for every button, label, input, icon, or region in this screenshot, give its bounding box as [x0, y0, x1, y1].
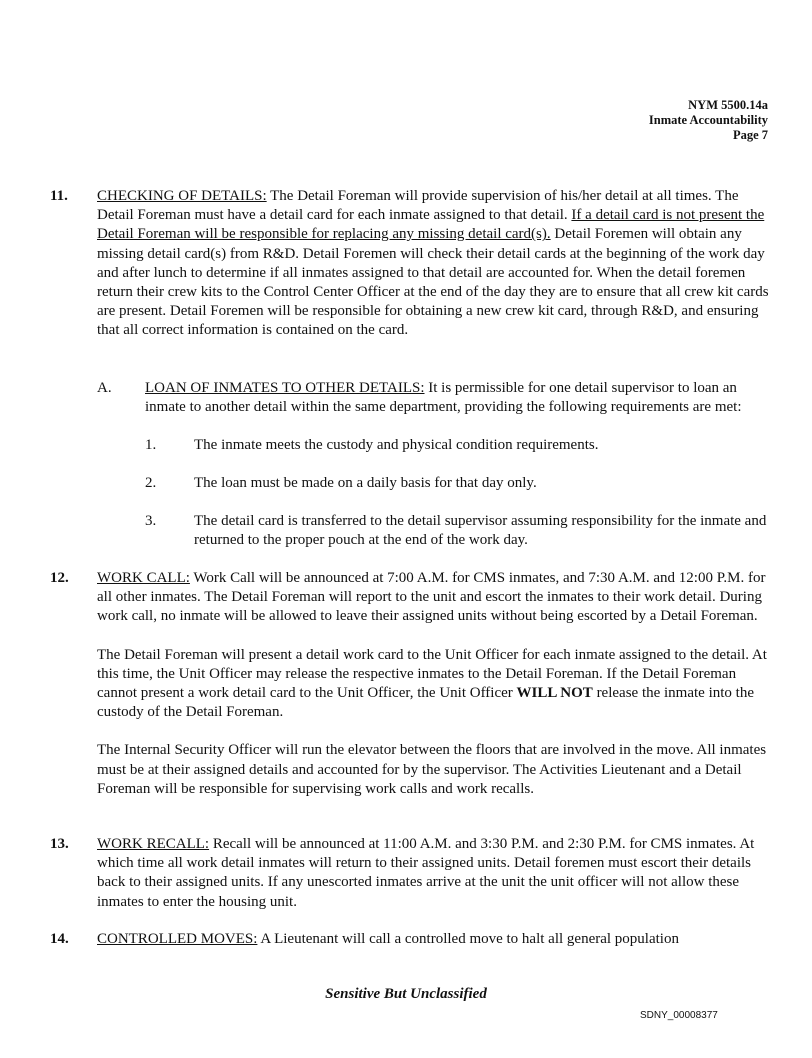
policy-number: NYM 5500.14a — [688, 98, 768, 112]
policy-title: Inmate Accountability — [648, 113, 768, 127]
document-header — [649, 98, 768, 143]
section-number: 13. — [50, 836, 69, 852]
underlined-requirement: If a detail card is not present the Detail Foreman will be responsible for replacing any missing detail card(s). — [97, 207, 765, 243]
section-number: 11. — [50, 188, 68, 204]
section-12 — [50, 569, 770, 799]
section-text: CONTROLLED MOVES: A Lieutenant will call a controlled move to halt all general population — [97, 931, 679, 947]
section-title: CONTROLLED MOVES: — [97, 931, 258, 947]
section-title: WORK RECALL: — [97, 836, 210, 852]
section-title: WORK CALL: — [97, 570, 190, 586]
list-item: 1. The inmate meets the custody and physical condition requirements. — [145, 437, 599, 453]
section-13 — [50, 835, 770, 912]
classification-footer: Sensitive But Unclassified — [325, 986, 487, 1002]
subsection-letter: A. — [97, 380, 112, 396]
section-text: WORK RECALL: Recall will be announced at 11:00 A.M. and 3:30 P.M. and 2:30 P.M. for CMS inmates. At which time all work detail inmates will return to their assigned units. Detail foremen must escort their details back to their assigned units. If any unescorted inmates arrive at the unit the unit officer will not allow these inmates to enter the housing unit. — [97, 836, 755, 910]
subsection-title: LOAN OF INMATES TO OTHER DETAILS: — [145, 380, 425, 396]
list-item: 2. The loan must be made on a daily basis for that day only. — [145, 475, 537, 491]
section-number: 12. — [50, 570, 69, 586]
emphasis: WILL NOT — [516, 685, 593, 702]
subsection-text: LOAN OF INMATES TO OTHER DETAILS: It is permissible for one detail supervisor to loan an inmate to another detail within the same department, providing the following requirements are met: — [145, 380, 742, 416]
subsection-a — [97, 379, 769, 417]
section-number: 14. — [50, 931, 69, 947]
section-text: CHECKING OF DETAILS: The Detail Foreman will provide supervision of his/her detail at all times. The Detail Foreman must have a detail card for each inmate assigned to that detail. If a detail card is not present the Detail Foreman will be responsible for replacing any missing detail card(s). Detail Foremen will obtain any missing detail card(s) from R&D. Detail Foremen will check their detail cards at the beginning of the work day and after lunch to determine if all inmates assigned to that detail are accounted for. When the detail foremen return their crew kits to the Control Center Officer at the end of the day they are to ensure that all crew kit cards are present. Detail Foremen will be responsible for obtaining a new crew kit card, through R&D, and ensuring that all correct information is contained on the card. — [97, 188, 769, 339]
page-number: Page 7 — [732, 128, 768, 142]
section-text: WORK CALL: Work Call will be announced at 7:00 A.M. for CMS inmates, and 7:30 A.M. and 12:00 P.M. for all other inmates. The Detail Foreman will report to the unit and escort the inmates to their work detail. During work call, no inmate will be allowed to leave their assigned units without being escorted by a Detail Foreman. — [97, 570, 766, 625]
bates-number: SDNY_00008377 — [640, 1010, 718, 1021]
paragraph: The Detail Foreman will present a detail work card to the Unit Officer for each inmate assigned to the detail. At this time, the Unit Officer may release the respective inmates to the Detail Foreman. If the Detail Foreman cannot present a work detail card to the Unit Officer, the Unit Officer WILL NOT release the inmate into the custody of the Detail Foreman. — [97, 646, 767, 721]
paragraph: The Internal Security Officer will run the elevator between the floors that are involved in the move. All inmates must be at their assigned details and accounted for by the supervisor. The Activities Lieutenant and a Detail Foreman will be responsible for supervising work calls and work recalls. — [97, 742, 767, 797]
section-11 — [50, 187, 770, 341]
list-item: 3. The detail card is transferred to the detail supervisor assuming responsibility for the inmate and returned to the proper pouch at the end of the work day. — [145, 513, 767, 549]
section-title: CHECKING OF DETAILS: — [97, 188, 267, 204]
section-14 — [50, 930, 770, 949]
